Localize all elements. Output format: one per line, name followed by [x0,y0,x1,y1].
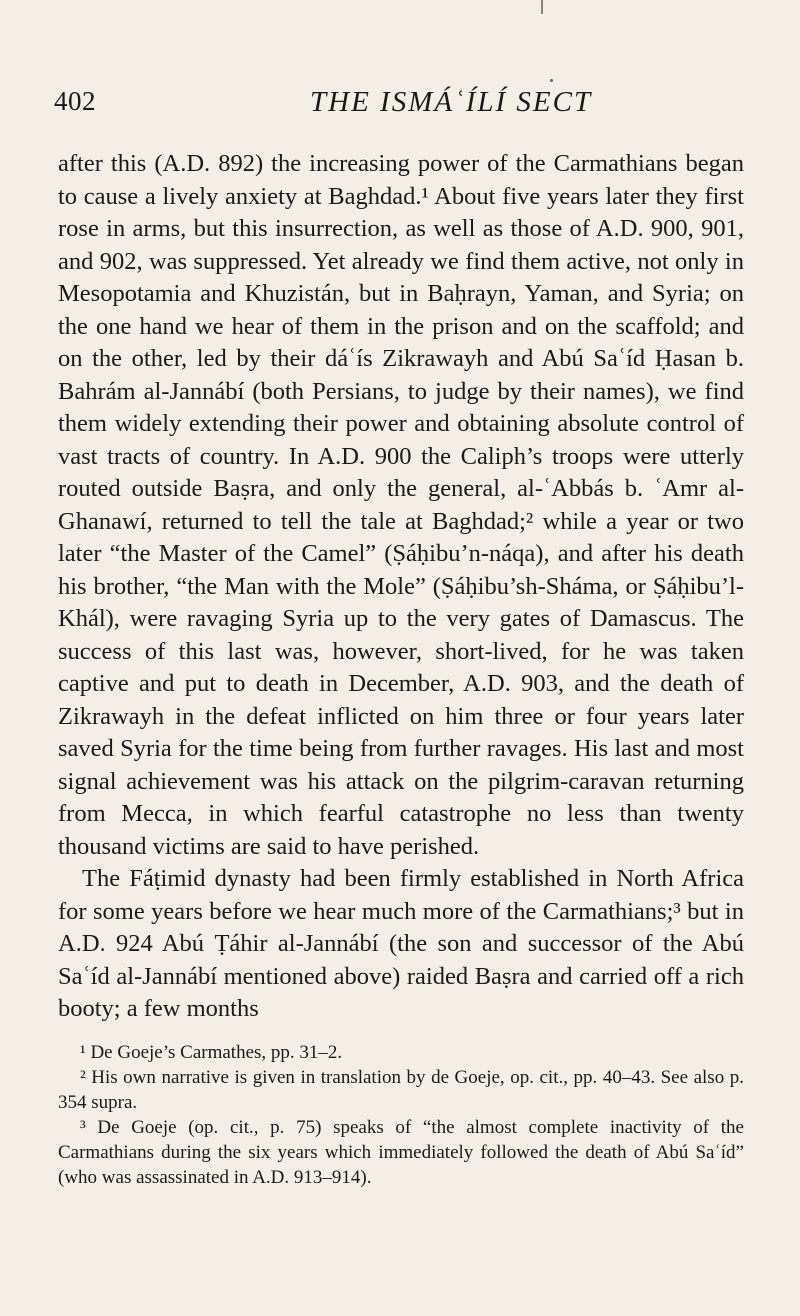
footnote-3: ³ De Goeje (op. cit., p. 75) speaks of “the almost complete inactivity of the Carmathians during the six years which immediately followed the death of Abú Saʿíd” (who was assassinated in A.D. 913–914). [58,1117,744,1188]
footnote-1: ¹ De Goeje’s Carmathes, pp. 31–2. [80,1042,343,1063]
paragraph-2: The Fáṭimid dynasty had been firmly established in North Africa for some years before we hear much more of the Carmathians;³ but in A.D. 924 Abú Ṭáhir al-Jannábí (the son and successor of the Abú Saʿíd al-Jannábí mentioned above) raided Baṣra and carried off a rich booty; a few months [58,865,744,1022]
scan-edge-mark [541,0,543,14]
paragraph-1: after this (A.D. 892) the increasing power of the Carmathians began to cause a lively anxiety at Baghdad.¹ About five years later they first rose in arms, but this insurrection, as well as those of A.D. 900, 901, and 902, was suppressed. Yet already we find them active, not only in Mesopotamia and Khuzistán, but in Baḥrayn, Yaman, and Syria; on the one hand we hear of them in the prison and on the scaffold; and on the other, led by their dáʿís Zikrawayh and Abú Saʿíd Ḥasan b. Bahrám al-Jannábí (both Persians, to judge by their names), we find them widely extending their power and obtaining absolute control of vast tracts of country. In A.D. 900 the Caliph’s troops were utterly routed outside Baṣra, and only the general, al-ʿAbbás b. ʿAmr al-Ghanawí, returned to tell the tale at Baghdad;² while a year or two later “the Master of the Camel” (Ṣáḥibu’n-náqa), and after his death his brother, “the Man with the Mole” (Ṣáḥibu’sh-Sháma, or Ṣáḥibu’l-Khál), were ravaging Syria up to the very gates of Damascus. The success of this last was, however, short-lived, for he was taken captive and put to death in December, A.D. 903, and the death of Zikrawayh in the defeat inflicted on him three or four years later saved Syria for the time being from further ravages. His last and most signal achievement was his attack on the pilgrim-caravan returning from Mecca, in which fearful catastrophe no less than twenty thousand victims are said to have perished. [58,150,744,860]
footnotes [58,1040,744,1190]
running-title: THE ISMÁʿÍLÍ SECT [310,86,593,118]
footnote-2: ² His own narrative is given in translation by de Goeje, op. cit., pp. 40–43. See also p. 354 supra. [58,1067,744,1113]
scan-speck [550,79,553,82]
page-number: 402 [54,86,96,116]
body-text [58,148,744,1026]
